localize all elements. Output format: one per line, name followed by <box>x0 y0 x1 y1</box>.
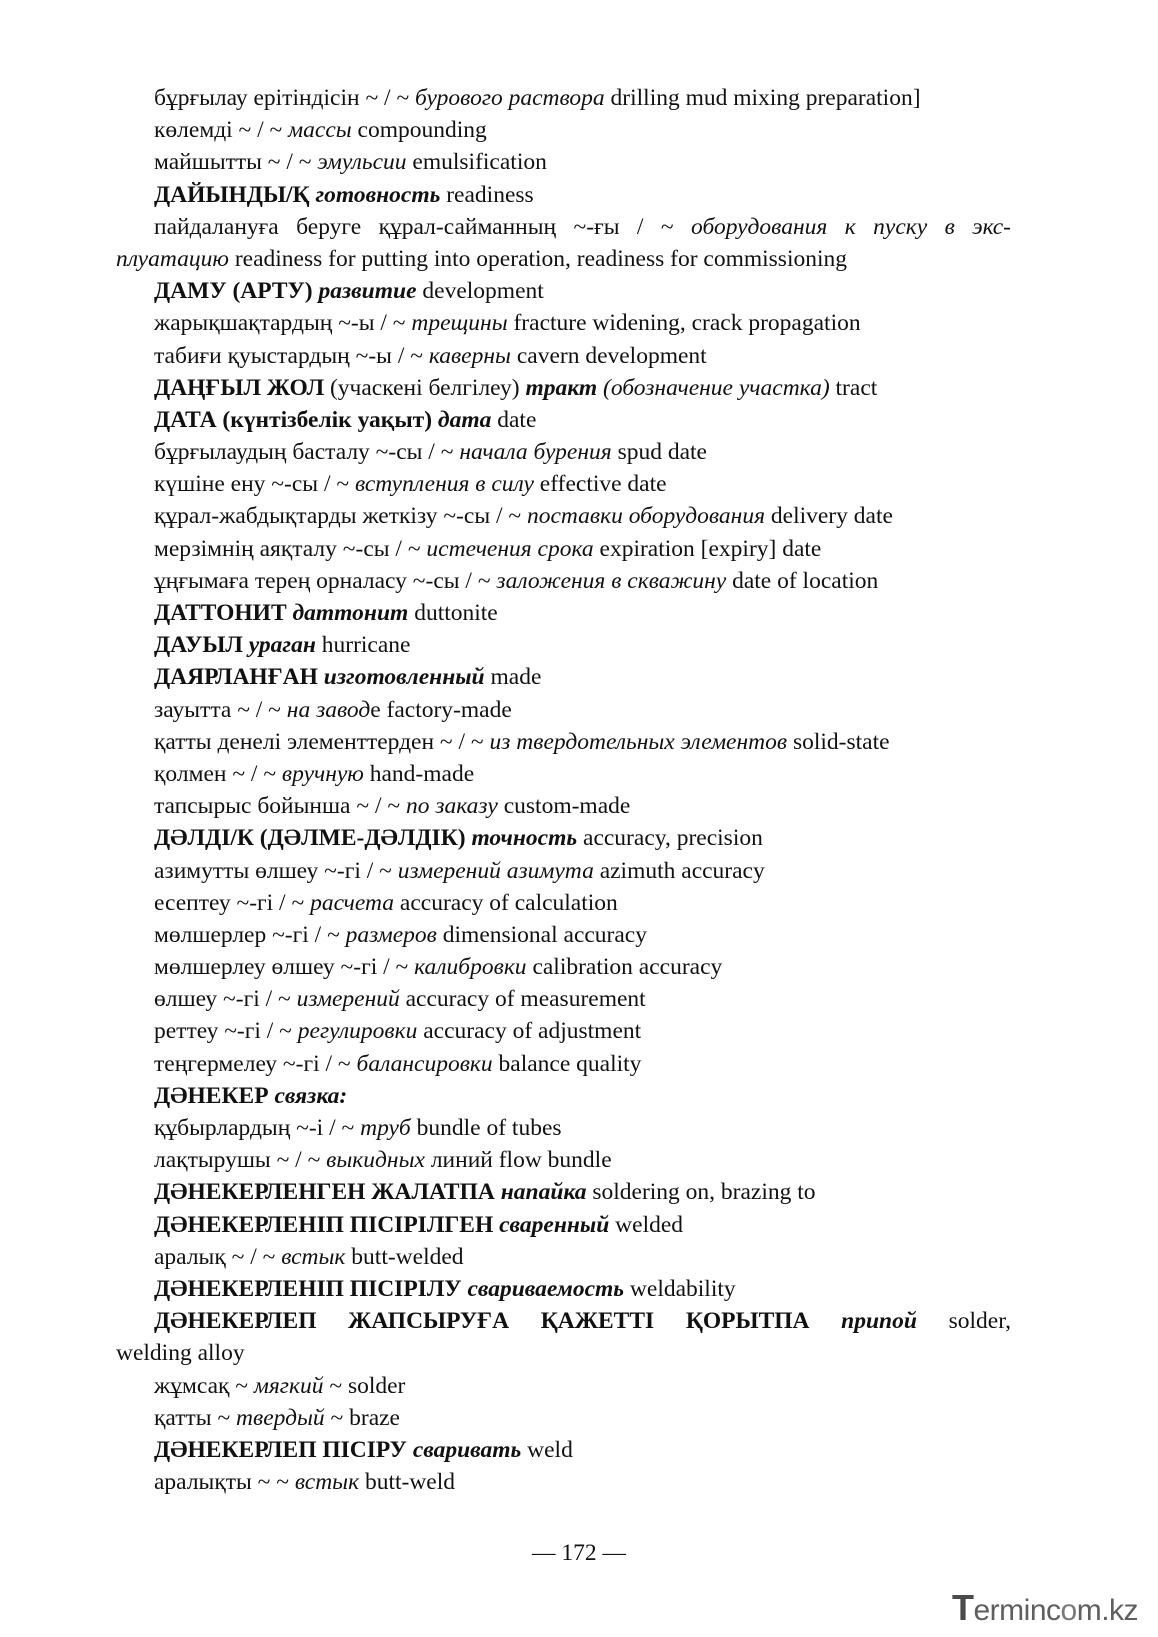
russian-phrase: твердый <box>236 1404 325 1431</box>
russian-headword: дата <box>437 406 492 433</box>
kazakh-phrase: қатты ~ <box>154 1404 237 1431</box>
subentry-line <box>116 565 1011 597</box>
kazakh-phrase: welding alloy <box>116 1340 245 1367</box>
kazakh-phrase: бұрғылау ерітіндісін ~ / ~ <box>154 85 416 111</box>
kazakh-phrase: майшытты ~ / ~ <box>154 149 318 176</box>
headword-term: ДӘНЕКЕР <box>154 1082 275 1109</box>
russian-headword: точность <box>471 825 578 852</box>
subentry-line <box>116 1112 1011 1144</box>
headword-entry <box>116 1080 1011 1112</box>
subentry-line <box>116 468 1011 500</box>
kazakh-phrase: пайдалануға беруге құрал-сайманның ~-ғы / ~ <box>154 213 692 240</box>
subentry-line <box>116 114 1011 146</box>
kazakh-phrase: қатты денелі элементтерден ~ / ~ <box>154 728 490 755</box>
subentry-line <box>116 726 1011 758</box>
russian-phrase: плуатацию <box>116 245 229 272</box>
english-translation: butt-welded <box>345 1243 464 1270</box>
english-translation: expiration [expiry] date <box>593 535 822 562</box>
dictionary-entries <box>116 82 1011 1498</box>
russian-headword: готовность <box>315 181 441 208</box>
kazakh-phrase: қолмен ~ / ~ <box>154 760 282 787</box>
kazakh-phrase: көлемді ~ / ~ <box>154 117 289 144</box>
kazakh-phrase: аралық ~ / ~ <box>154 1243 282 1270</box>
russian-phrase: бурового раствора <box>415 85 605 111</box>
headword-entry <box>116 1176 1011 1208</box>
subentry-line <box>116 436 1011 468</box>
subentry-line <box>116 307 1011 339</box>
russian-phrase: регулировки <box>297 1018 418 1045</box>
subentry-line <box>116 1466 1011 1498</box>
russian-phrase: на завод <box>286 696 371 723</box>
russian-headword: сваренный <box>499 1211 610 1238</box>
russian-headword: изготовленный <box>323 664 485 691</box>
headword-entry <box>116 1273 1011 1305</box>
russian-headword: свариваемость <box>467 1275 625 1302</box>
headword-term: ДӘНЕКЕРЛЕНІП ПІСІРІЛГЕН <box>154 1211 500 1238</box>
russian-headword: ураган <box>248 632 316 659</box>
russian-phrase: истечения срока <box>426 535 594 562</box>
headword-term: ДАТТОНИТ <box>154 600 293 626</box>
kazakh-phrase: азимутты өлшеу ~-гі / ~ <box>154 857 398 884</box>
kazakh-phrase: жарықшақтардың ~-ы / ~ <box>154 310 412 337</box>
english-translation: accuracy of measurement <box>399 986 646 1013</box>
kazakh-phrase: құбырлардың ~-і / ~ <box>154 1115 361 1141</box>
english-translation: weld <box>521 1436 573 1463</box>
subentry-line <box>116 340 1011 372</box>
russian-phrase: мягкий <box>253 1372 324 1399</box>
kazakh-phrase: құрал-жабдықтарды жеткізу ~-сы / ~ <box>154 503 527 530</box>
russian-phrase: измерений <box>296 986 400 1013</box>
english-translation: drilling mud mixing preparation] <box>604 85 921 111</box>
kazakh-phrase: өлшеу ~-гі / ~ <box>154 986 297 1013</box>
headword-entry <box>116 404 1011 436</box>
english-translation: readiness for putting into operation, readiness for commissioning <box>228 245 848 272</box>
english-translation: custom-made <box>497 793 631 820</box>
kazakh-phrase: ұңғымаға терең орналасу ~-сы / ~ <box>154 567 497 594</box>
russian-phrase: встык <box>294 1469 360 1496</box>
kazakh-phrase: аралықты ~ ~ <box>154 1469 295 1496</box>
headword-entry <box>116 661 1011 693</box>
russian-phrase: измерений азимута <box>397 857 594 884</box>
subentry-line <box>116 1144 1011 1176</box>
english-translation: effective date <box>533 471 667 498</box>
headword-term: ДӘНЕКЕРЛЕП ЖАПСЫРУҒА ҚАЖЕТТІ ҚОРЫТПА <box>154 1308 842 1335</box>
headword-term: ДАУЫЛ <box>154 632 249 659</box>
subentry-line <box>116 1370 1011 1402</box>
russian-phrase: вручную <box>281 760 364 787</box>
english-translation: soldering on, brazing to <box>586 1179 816 1206</box>
english-translation: development <box>416 278 544 305</box>
english-translation: hurricane <box>315 632 411 659</box>
english-translation: solid-state <box>787 728 890 755</box>
english-translation: ~ braze <box>324 1404 400 1431</box>
headword-entry <box>116 597 1011 629</box>
english-translation: emulsification <box>406 149 547 176</box>
english-translation: compounding <box>351 117 487 144</box>
russian-phrase: расчета <box>310 889 395 916</box>
subentry-line <box>116 887 1011 919</box>
subentry-line <box>116 533 1011 565</box>
english-translation: date <box>491 406 537 433</box>
headword-entry <box>116 1305 1011 1337</box>
headword-term: ДАМУ (АРТУ) <box>154 278 319 305</box>
subentry-line <box>116 146 1011 178</box>
english-translation: cavern development <box>510 342 707 369</box>
kazakh-phrase: күшіне ену ~-сы / ~ <box>154 471 355 498</box>
russian-headword: даттонит <box>292 600 409 626</box>
kazakh-phrase: мөлшерлер ~-гі / ~ <box>154 921 346 948</box>
english-translation: tract <box>829 374 878 401</box>
subentry-line <box>116 1402 1011 1434</box>
subentry-line <box>116 82 1011 114</box>
headword-entry <box>116 1434 1011 1466</box>
kazakh-phrase: зауытта ~ / ~ <box>154 696 287 723</box>
english-translation: made <box>484 664 542 691</box>
subentry-line <box>116 1337 1011 1369</box>
russian-phrase: по заказу <box>405 793 498 820</box>
kazakh-phrase: мөлшерлеу өлшеу ~-гі / ~ <box>154 954 415 981</box>
russian-headword: связка: <box>274 1082 348 1109</box>
english-translation: accuracy of adjustment <box>417 1018 642 1045</box>
english-translation: butt-weld <box>359 1469 456 1496</box>
russian-headword: напайка <box>500 1179 587 1206</box>
russian-note: (обозначение участка) <box>597 374 830 401</box>
headword-term: ДАЯРЛАНҒАН <box>154 664 324 691</box>
subentry-line <box>116 500 1011 532</box>
headword-term: ДАҢҒЫЛ ЖОЛ <box>154 374 330 401</box>
kazakh-phrase: табиғи қуыстардың ~-ы / ~ <box>154 342 429 369</box>
headword-term: ДӘЛДІ/К (ДӘЛМЕ-ДӘЛДІК) <box>154 825 472 852</box>
headword-term: ДӘНЕКЕРЛЕНГЕН ЖАЛАТПА <box>154 1179 501 1206</box>
kazakh-phrase: реттеу ~-гі / ~ <box>154 1018 298 1045</box>
english-translation: е factory-made <box>370 696 512 723</box>
headword-entry <box>116 372 1011 404</box>
russian-headword: припой <box>841 1308 917 1335</box>
russian-headword: развитие <box>318 278 417 305</box>
russian-phrase: трещины <box>411 310 508 337</box>
english-translation: hand-made <box>363 760 475 787</box>
russian-phrase: оборудования к пуску в экс- <box>691 213 1011 240</box>
russian-headword: тракт <box>525 374 598 401</box>
headword-entry <box>116 629 1011 661</box>
kazakh-phrase: жұмсақ ~ <box>154 1372 254 1399</box>
kazakh-phrase: бұрғылаудың басталу ~-сы / ~ <box>154 439 460 466</box>
kazakh-phrase: мерзімнің аяқталу ~-сы / ~ <box>154 535 427 562</box>
russian-phrase: выкидных <box>326 1147 425 1174</box>
subentry-line <box>116 983 1011 1015</box>
english-translation: accuracy of calculation <box>394 889 618 916</box>
kazakh-phrase: лақтырушы ~ / ~ <box>154 1147 327 1174</box>
headword-term: ДӘНЕКЕРЛЕП ПІСІРУ <box>154 1436 413 1463</box>
subentry-line <box>116 694 1011 726</box>
english-translation: fracture widening, crack propagation <box>507 310 861 337</box>
russian-phrase: заложения в скважину <box>496 567 727 594</box>
headword-term: ДАТА (күнтізбелік уақыт) <box>154 406 438 433</box>
russian-phrase: начала бурения <box>459 439 612 466</box>
english-translation: bundle of tubes <box>410 1115 562 1141</box>
subentry-line <box>116 1241 1011 1273</box>
headword-entry <box>116 822 1011 854</box>
russian-headword: сваривать <box>412 1436 522 1463</box>
english-translation: линий flow bundle <box>424 1147 612 1174</box>
headword-note: (учаскені белгілеу) <box>329 374 526 401</box>
russian-phrase: калибровки <box>414 954 527 981</box>
kazakh-phrase: тапсырыс бойынша ~ / ~ <box>154 793 406 820</box>
english-translation: readiness <box>440 181 534 208</box>
english-translation: solder, <box>916 1308 1011 1335</box>
english-translation: duttonite <box>408 600 498 626</box>
subentry-line <box>116 790 1011 822</box>
kazakh-phrase: есептеу ~-гі / ~ <box>154 889 311 916</box>
site-watermark-logo: Termincom.kz <box>952 1587 1139 1628</box>
subentry-line <box>116 951 1011 983</box>
russian-phrase: встык <box>281 1243 346 1270</box>
headword-entry <box>116 179 1011 211</box>
russian-phrase: из твердотельных элементов <box>489 728 788 755</box>
english-translation: delivery date <box>765 503 893 530</box>
headword-term: ДАЙЫНДЫ/Қ <box>154 181 316 208</box>
english-translation: date of location <box>726 567 879 594</box>
subentry-line <box>116 855 1011 887</box>
subentry-line <box>116 211 1011 243</box>
english-translation: ~ solder <box>323 1372 406 1399</box>
subentry-line <box>116 243 1011 275</box>
russian-phrase: балансировки <box>356 1050 493 1077</box>
russian-phrase: поставки оборудования <box>526 503 766 530</box>
english-translation: welded <box>609 1211 684 1238</box>
english-translation: accuracy, precision <box>577 825 763 852</box>
subentry-line <box>116 919 1011 951</box>
headword-term: ДӘНЕКЕРЛЕНІП ПІСІРІЛУ <box>154 1275 468 1302</box>
page-number: — 172 — <box>532 1540 626 1566</box>
english-translation: weldability <box>624 1275 736 1302</box>
russian-phrase: массы <box>288 117 352 144</box>
russian-phrase: вступления в силу <box>354 471 534 498</box>
headword-entry <box>116 1209 1011 1241</box>
english-translation: calibration accuracy <box>526 954 723 981</box>
subentry-line <box>116 758 1011 790</box>
english-translation: spud date <box>611 439 707 466</box>
russian-phrase: каверны <box>428 342 511 369</box>
russian-phrase: эмульсии <box>317 149 407 176</box>
subentry-line <box>116 1048 1011 1080</box>
russian-phrase: размеров <box>345 921 437 948</box>
headword-entry <box>116 275 1011 307</box>
kazakh-phrase: теңгермелеу ~-гі / ~ <box>154 1050 357 1077</box>
subentry-line <box>116 1015 1011 1047</box>
english-translation: balance quality <box>492 1050 642 1077</box>
english-translation: azimuth accuracy <box>593 857 765 884</box>
english-translation: dimensional accuracy <box>436 921 647 948</box>
russian-phrase: труб <box>360 1115 411 1141</box>
